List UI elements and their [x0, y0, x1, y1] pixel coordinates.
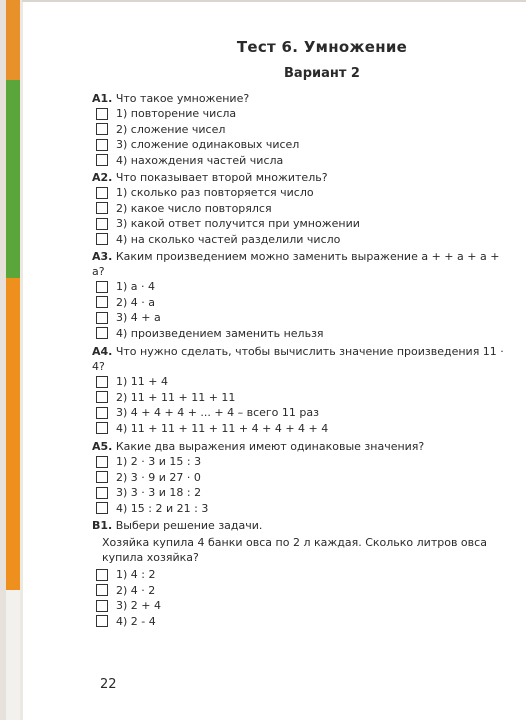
checkbox[interactable]	[96, 233, 108, 245]
color-tab-orange-top	[6, 0, 20, 80]
option-label: 3) 4 + 4 + 4 + ... + 4 – всего 11 раз	[116, 406, 319, 420]
answer-option[interactable]	[96, 122, 512, 138]
question-list	[92, 91, 512, 629]
checkbox[interactable]	[96, 327, 108, 339]
answer-option[interactable]	[96, 106, 512, 122]
test-content	[92, 38, 512, 631]
question-number: А3.	[92, 250, 113, 263]
question-prompt: Что нужно сделать, чтобы вычислить значение произведения 11 · 4?	[92, 345, 504, 373]
question-block	[92, 439, 512, 516]
question-prompt: Каким произведением можно заменить выражение a + + a + a + a?	[92, 250, 500, 278]
option-label: 3) какой ответ получится при умножении	[116, 217, 360, 231]
option-label: 2) сложение чисел	[116, 122, 226, 136]
question-prompt: Выбери решение задачи.	[115, 519, 263, 532]
option-label: 4) 11 + 11 + 11 + 11 + 4 + 4 + 4 + 4	[116, 421, 329, 435]
answer-option[interactable]	[96, 137, 512, 153]
question-block	[92, 518, 512, 629]
checkbox[interactable]	[96, 600, 108, 612]
checkbox[interactable]	[96, 376, 108, 388]
question-block	[92, 249, 512, 341]
checkbox[interactable]	[96, 456, 108, 468]
option-label: 3) 3 · 3 и 18 : 2	[116, 486, 202, 500]
question-number: А4.	[92, 345, 113, 358]
answer-option[interactable]	[96, 567, 512, 583]
color-tab-orange	[6, 278, 20, 590]
checkbox[interactable]	[96, 281, 108, 293]
option-label: 2) 11 + 11 + 11 + 11	[116, 390, 236, 404]
option-label: 1) 4 : 2	[116, 568, 156, 582]
checkbox[interactable]	[96, 187, 108, 199]
page-fold-shadow	[20, 0, 23, 720]
answer-option[interactable]	[96, 201, 512, 217]
checkbox[interactable]	[96, 123, 108, 135]
option-label: 1) повторение числа	[116, 107, 237, 121]
checkbox[interactable]	[96, 312, 108, 324]
option-label: 4) на сколько частей разделили число	[116, 232, 341, 246]
question-block	[92, 344, 512, 436]
question-number: А1.	[92, 92, 113, 105]
option-label: 2) 4 · 2	[116, 583, 156, 597]
page-title: Тест 6. Умножение	[236, 38, 408, 56]
checkbox[interactable]	[96, 218, 108, 230]
question-text	[92, 518, 512, 533]
question-prompt: Какие два выражения имеют одинаковые значения?	[115, 440, 425, 453]
question-block	[92, 170, 512, 247]
task-statement: Хозяйка купила 4 банки овса по 2 л каждая. Сколько литров овса купила хозяйка?	[102, 536, 487, 564]
checkbox[interactable]	[96, 139, 108, 151]
checkbox[interactable]	[96, 391, 108, 403]
checkbox[interactable]	[96, 422, 108, 434]
checkbox[interactable]	[96, 471, 108, 483]
answer-option[interactable]	[96, 153, 512, 169]
option-label: 3) 4 + a	[116, 311, 161, 325]
answer-option[interactable]	[96, 405, 512, 421]
answer-option[interactable]	[96, 614, 512, 630]
option-label: 4) 15 : 2 и 21 : 3	[116, 501, 209, 515]
page-margin	[6, 590, 20, 720]
option-label: 4) нахождения частей числа	[116, 153, 284, 167]
question-text	[92, 344, 512, 374]
page-number: 22	[100, 677, 117, 692]
variant-heading: Вариант 2	[284, 66, 360, 81]
answer-option[interactable]	[96, 583, 512, 599]
option-label: 2) 4 · a	[116, 295, 156, 309]
question-prompt: Что показывает второй множитель?	[115, 171, 328, 184]
answer-option[interactable]	[96, 310, 512, 326]
answer-option[interactable]	[96, 185, 512, 201]
checkbox[interactable]	[96, 502, 108, 514]
checkbox[interactable]	[96, 202, 108, 214]
answer-option[interactable]	[96, 216, 512, 232]
checkbox[interactable]	[96, 296, 108, 308]
option-label: 4) 2 - 4	[116, 614, 156, 628]
option-label: 1) сколько раз повторяется число	[116, 186, 314, 200]
color-tab-green	[6, 80, 20, 278]
answer-option[interactable]	[96, 470, 512, 486]
option-label: 1) 2 · 3 и 15 : 3	[116, 455, 202, 469]
answer-option[interactable]	[96, 374, 512, 390]
answer-option[interactable]	[96, 501, 512, 517]
question-text	[92, 249, 512, 279]
answer-option[interactable]	[96, 232, 512, 248]
checkbox[interactable]	[96, 487, 108, 499]
question-text	[92, 170, 512, 185]
answer-option[interactable]	[96, 279, 512, 295]
answer-option[interactable]	[96, 421, 512, 437]
question-number: А2.	[92, 171, 113, 184]
option-label: 1) a · 4	[116, 280, 156, 294]
answer-option[interactable]	[96, 390, 512, 406]
option-label: 1) 11 + 4	[116, 375, 168, 389]
checkbox[interactable]	[96, 569, 108, 581]
question-text	[92, 439, 512, 454]
option-label: 2) 3 · 9 и 27 · 0	[116, 470, 201, 484]
answer-option[interactable]	[96, 295, 512, 311]
question-number: В1.	[92, 519, 113, 532]
answer-option[interactable]	[96, 598, 512, 614]
checkbox[interactable]	[96, 154, 108, 166]
answer-option[interactable]	[96, 454, 512, 470]
checkbox[interactable]	[96, 108, 108, 120]
option-label: 2) какое число повторялся	[116, 201, 272, 215]
checkbox[interactable]	[96, 584, 108, 596]
option-label: 3) 2 + 4	[116, 599, 161, 613]
answer-option[interactable]	[96, 326, 512, 342]
question-number: А5.	[92, 440, 113, 453]
question-prompt: Что такое умножение?	[115, 92, 250, 105]
top-edge	[22, 0, 526, 2]
option-label: 3) сложение одинаковых чисел	[116, 138, 300, 152]
answer-option[interactable]	[96, 485, 512, 501]
question-text	[92, 91, 512, 106]
option-label: 4) произведением заменить нельзя	[116, 326, 324, 340]
checkbox[interactable]	[96, 615, 108, 627]
checkbox[interactable]	[96, 407, 108, 419]
question-block	[92, 91, 512, 168]
